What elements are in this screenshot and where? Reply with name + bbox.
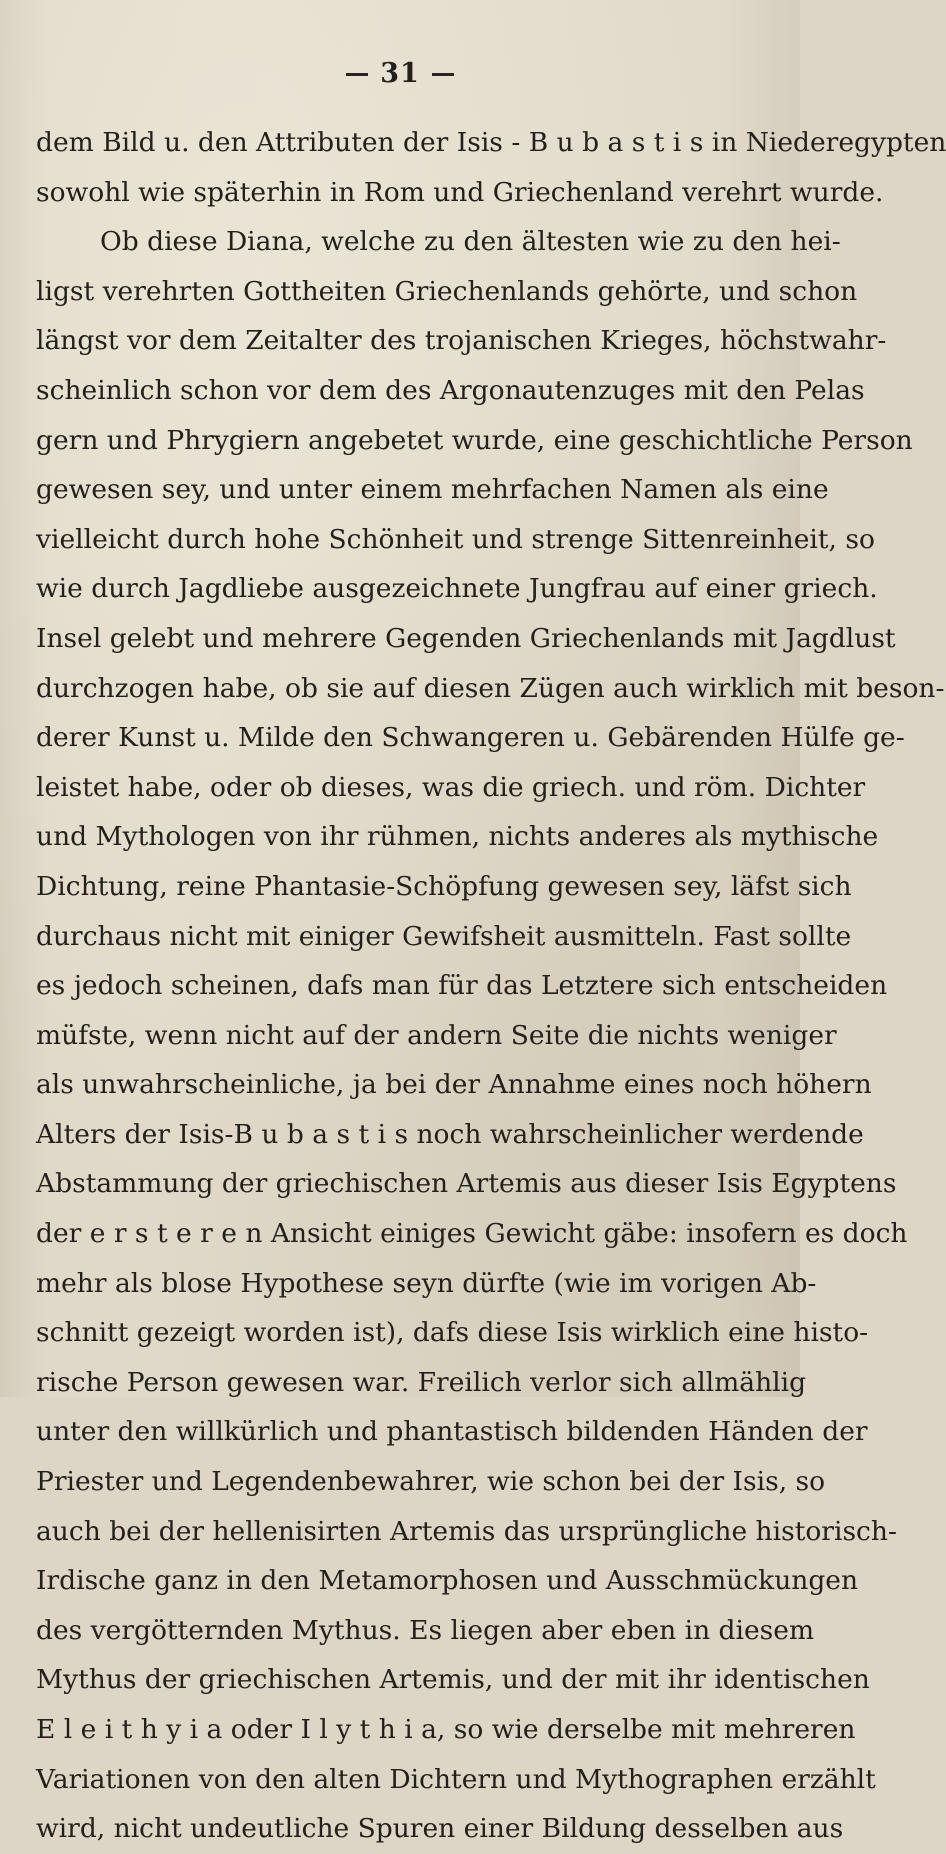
page-number-right-dash (432, 73, 454, 76)
text-line: durchaus nicht mit einiger Gewifsheit ausmitteln. Fast sollte (36, 920, 852, 952)
text-line: der e r s t e r e n Ansicht einiges Gewicht gäbe: insofern es doch (36, 1218, 908, 1250)
text-line: schnitt gezeigt worden ist), dafs diese Isis wirklich eine histo- (36, 1317, 869, 1349)
page-number (0, 58, 800, 89)
text-line: Abstammung der griechischen Artemis aus dieser Isis Egyptens (36, 1168, 897, 1200)
text-line: Irdische ganz in den Metamorphosen und Ausschmückungen (36, 1565, 859, 1597)
text-line: durchzogen habe, ob sie auf diesen Zügen auch wirklich mit beson- (36, 672, 945, 704)
text-line: des vergötternden Mythus. Es liegen aber eben in diesem (36, 1614, 815, 1646)
text-line: Mythus der griechischen Artemis, und der mit ihr identischen (36, 1664, 870, 1696)
text-line: wird, nicht undeutliche Spuren einer Bildung desselben aus (36, 1813, 844, 1845)
text-line: es jedoch scheinen, dafs man für das Letztere sich entscheiden (36, 970, 888, 1002)
text-line: müfste, wenn nicht auf der andern Seite die nichts weniger (36, 1019, 837, 1051)
text-line: leistet habe, oder ob dieses, was die griech. und röm. Dichter (36, 771, 866, 803)
text-line: längst vor dem Zeitalter des trojanischen Krieges, höchstwahr- (36, 325, 887, 357)
text-line: rische Person gewesen war. Freilich verlor sich allmählig (36, 1366, 807, 1398)
page-number-text: 31 (380, 58, 420, 89)
body-text (36, 118, 946, 1854)
text-line: Priester und Legendenbewahrer, wie schon bei der Isis, so (36, 1466, 826, 1498)
text-line: scheinlich schon vor dem des Argonautenzuges mit den Pelas (36, 374, 865, 406)
text-line: E l e i t h y i a oder I l y t h i a, so wie derselbe mit mehreren (36, 1714, 856, 1745)
text-line: derer Kunst u. Milde den Schwangeren u. Gebärenden Hülfe ge- (36, 722, 905, 754)
text-line: sowohl wie späterhin in Rom und Griechenland verehrt wurde. (36, 176, 884, 208)
text-line: Ob diese Diana, welche zu den ältesten wie zu den hei- (100, 226, 841, 258)
text-line: Alters der Isis-B u b a s t i s noch wahrscheinlicher werdende (36, 1118, 864, 1150)
text-line: auch bei der hellenisirten Artemis das ursprüngliche historisch- (36, 1515, 897, 1547)
text-line: dem Bild u. den Attributen der Isis - B u b a s t i s in Niederegypten (36, 127, 946, 158)
text-line: Insel gelebt und mehrere Gegenden Griechenlands mit Jagdlust (36, 622, 896, 654)
text-line: Variationen von den alten Dichtern und Mythographen erzählt (36, 1763, 876, 1795)
text-line: vielleicht durch hohe Schönheit und strenge Sittenreinheit, so (36, 523, 875, 555)
text-line: gewesen sey, und unter einem mehrfachen Namen als eine (36, 474, 829, 506)
text-line: wie durch Jagdliebe ausgezeichnete Jungfrau auf einer griech. (36, 573, 878, 605)
text-line: als unwahrscheinliche, ja bei der Annahme eines noch höhern (36, 1069, 872, 1101)
text-line: mehr als blose Hypothese seyn dürfte (wie im vorigen Ab- (36, 1267, 817, 1299)
text-line: unter den willkürlich und phantastisch bildenden Händen der (36, 1416, 868, 1448)
text-line: ligst verehrten Gottheiten Griechenlands gehörte, und schon (36, 275, 858, 307)
text-line: und Mythologen von ihr rühmen, nichts anderes als mythische (36, 821, 879, 853)
text-line: gern und Phrygiern angebetet wurde, eine geschichtliche Person (36, 424, 913, 456)
text-line: Dichtung, reine Phantasie-Schöpfung gewesen sey, läfst sich (36, 870, 852, 902)
page-number-left-dash (346, 73, 368, 76)
